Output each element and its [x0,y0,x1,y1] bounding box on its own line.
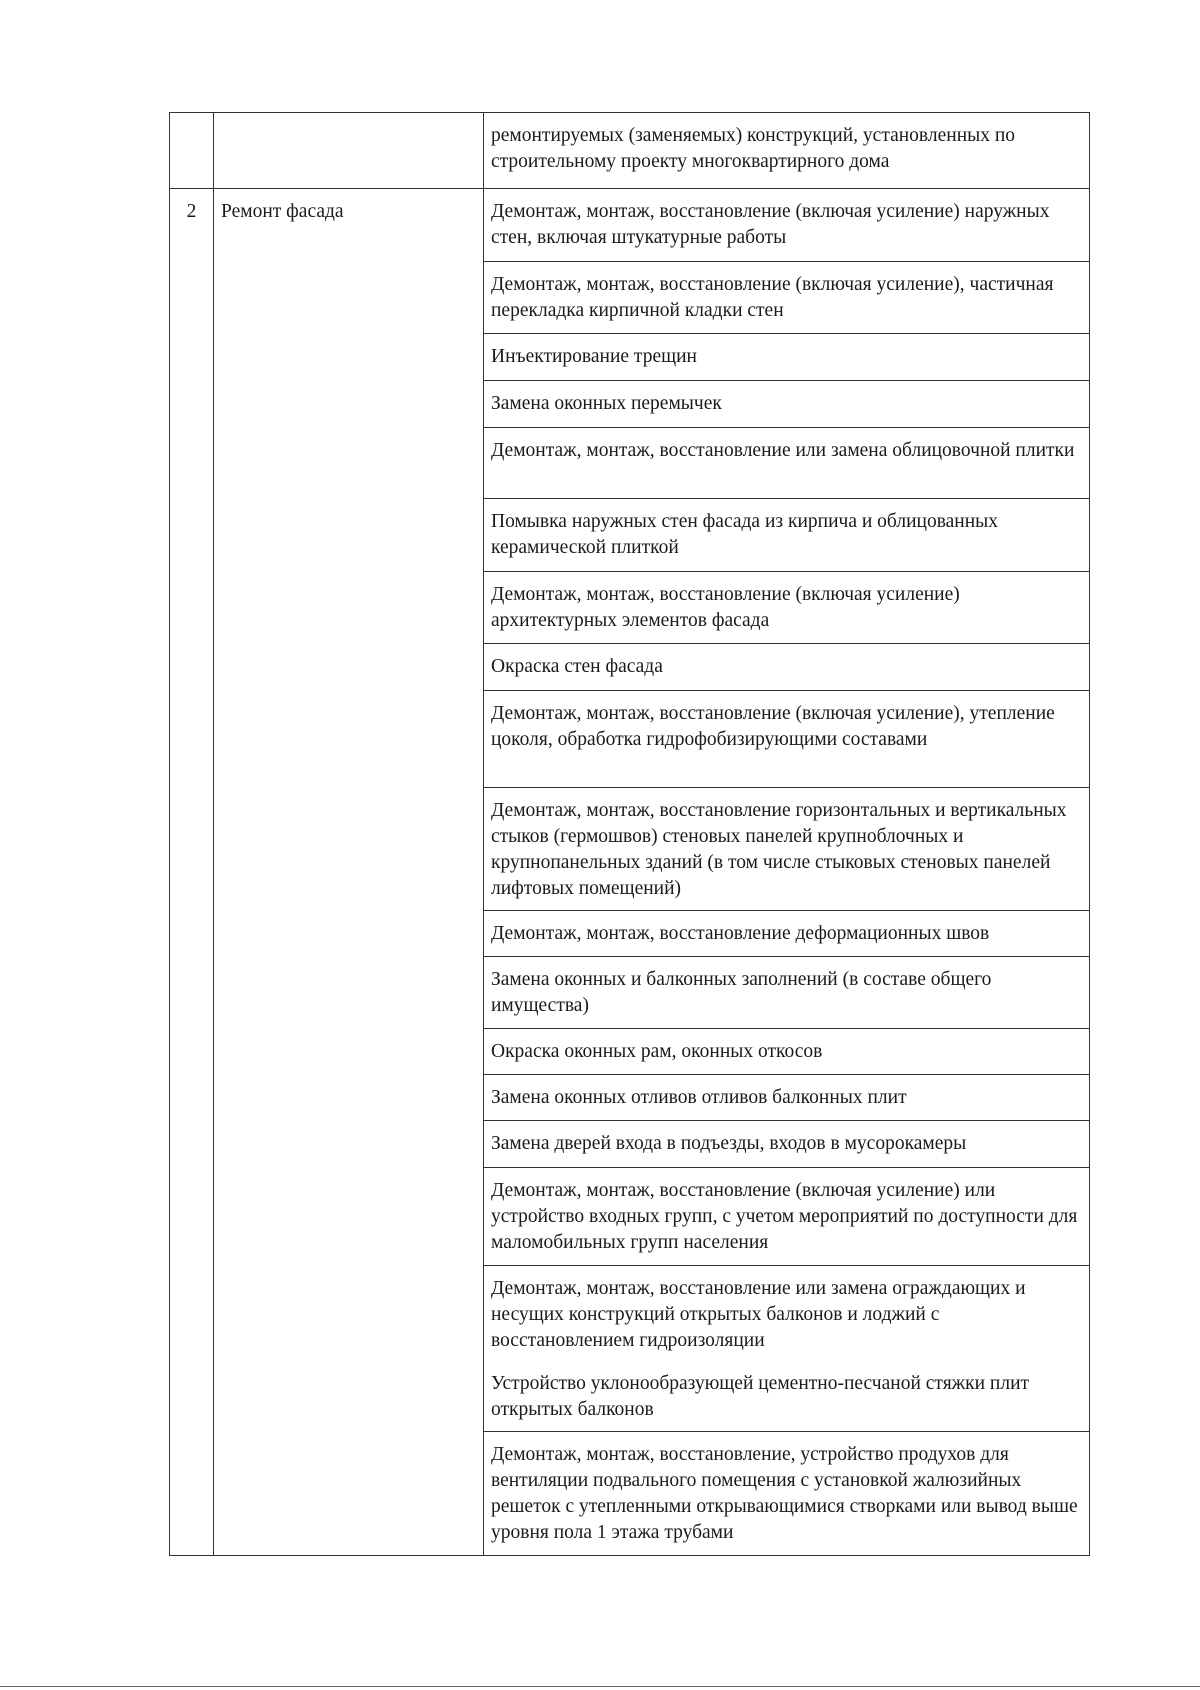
works-table [169,112,1090,1556]
row-number-cell [170,113,214,189]
work-item: Демонтаж, монтаж, восстановление деформационных швов [484,910,1089,956]
work-item: Окраска стен фасада [484,643,1089,690]
work-item: Замена оконных отливов отливов балконных плит [484,1074,1089,1120]
work-item: Демонтаж, монтаж, восстановление горизонтальных и вертикальных стыков (гермошвов) стеновых панелей крупноблочных и крупнопанельных зданий (в том числе стыковых стеновых панелей лифтовых помещений) [484,787,1089,910]
work-item: Демонтаж, монтаж, восстановление (включая усиление), утепление цоколя, обработка гидрофобизирующими составами [484,690,1089,787]
work-item: Демонтаж, монтаж, восстановление (включая усиление) или устройство входных групп, с учетом мероприятий по доступности для маломобильных групп населения [484,1167,1089,1265]
work-item: Устройство уклонообразующей цементно-песчаной стяжки плит открытых балконов [491,1373,1030,1420]
work-item: Окраска оконных рам, оконных откосов [484,1028,1089,1074]
work-item: Демонтаж, монтаж, восстановление или замена облицовочной плитки [484,427,1089,498]
work-list-cell [484,189,1090,1556]
work-item: Демонтаж, монтаж, восстановление (включая усиление) архитектурных элементов фасада [484,571,1089,643]
work-item: Демонтаж, монтаж, восстановление (включая усиление) наружных стен, включая штукатурные работы [491,201,1050,248]
page-bottom-rule [0,1686,1200,1687]
work-item: Демонтаж, монтаж, восстановление или замена ограждающих и несущих конструкций открытых балконов и лоджий с восстановлением гидроизоляции [484,1265,1089,1361]
row-number-cell: 2 [170,189,214,1556]
row-name-cell [214,113,484,189]
work-item: Демонтаж, монтаж, восстановление (включая усиление), частичная перекладка кирпичной кладки стен [484,261,1089,333]
row-name-cell: Ремонт фасада [214,189,484,1556]
work-item: Демонтаж, монтаж, восстановление, устройство продухов для вентиляции подвального помещения с установкой жалюзийных решеток с утепленными открывающимися створками или вывод выше уровня пола 1 этажа трубами [484,1431,1089,1555]
work-item: Замена дверей входа в подъезды, входов в мусорокамеры [484,1120,1089,1167]
table-row [170,189,1090,1556]
work-cell [484,113,1090,189]
work-item: Помывка наружных стен фасада из кирпича и облицованных керамической плиткой [484,498,1089,571]
work-item: Инъектирование трещин [484,333,1089,380]
work-item: Замена оконных и балконных заполнений (в составе общего имущества) [484,956,1089,1028]
work-item: Замена оконных перемычек [484,380,1089,427]
table-row [170,113,1090,189]
work-item: ремонтируемых (заменяемых) конструкций, установленных по строительному проекту многоквартирного дома [491,125,1016,172]
